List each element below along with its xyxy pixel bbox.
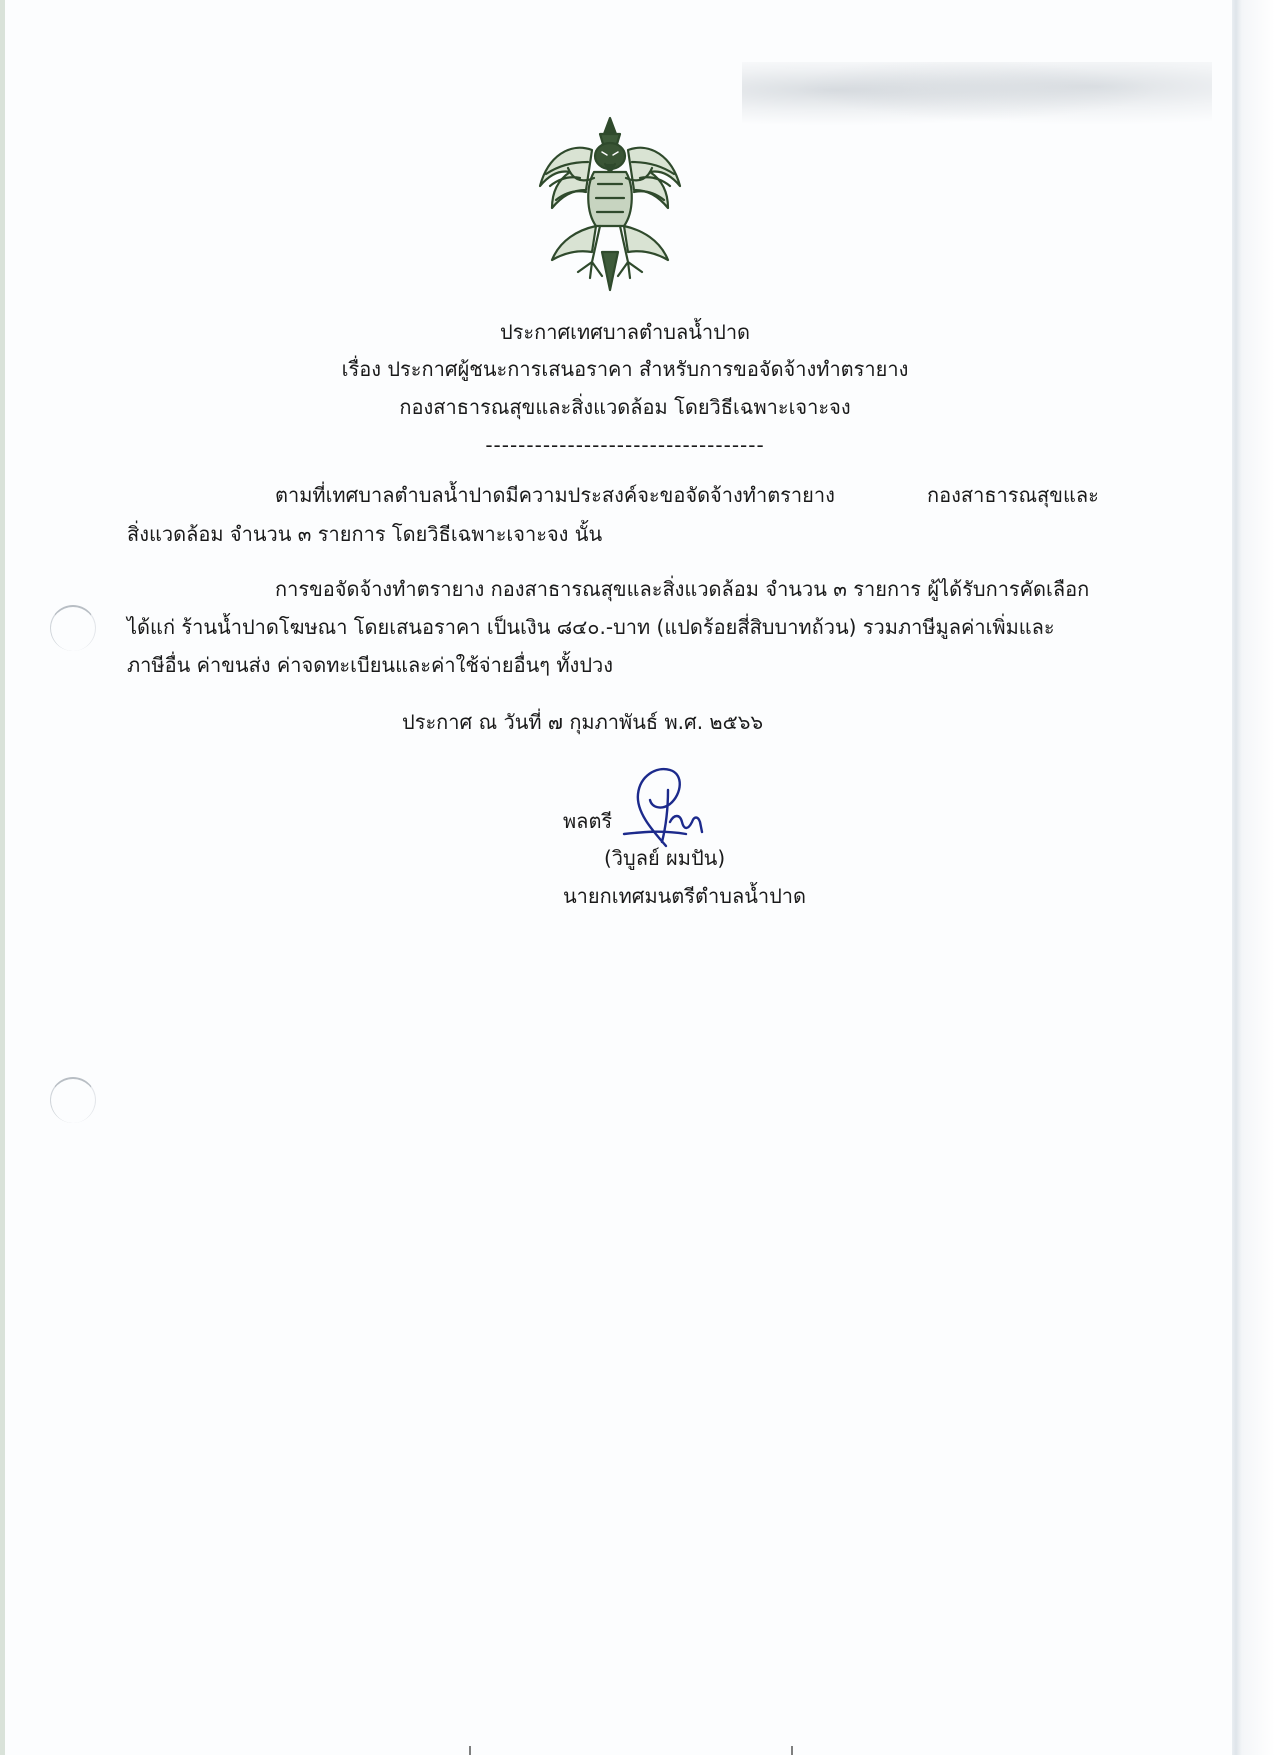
announcement-subject-line2: กองสาธารณสุขและสิ่งแวดล้อม โดยวิธีเฉพาะเจาะจง: [399, 395, 851, 419]
paragraph1-line1-part2: กองสาธารณสุขและ: [927, 483, 1099, 507]
handwritten-signature: [622, 760, 716, 848]
scan-right-edge: [1232, 0, 1275, 1755]
signer-rank: พลตรี: [563, 809, 613, 833]
paragraph2-line3: ภาษีอื่น ค่าขนส่ง ค่าจดทะเบียนและค่าใช้จ่ายอื่นๆ ทั้งปวง: [127, 653, 614, 677]
announcement-date: ประกาศ ณ วันที่ ๗ กุมภาพันธ์ พ.ศ. ๒๕๖๖: [402, 710, 764, 734]
garuda-emblem-icon: [530, 112, 690, 294]
signer-name: (วิบูลย์ ผมปัน): [604, 846, 726, 870]
announcement-subject-line1: เรื่อง ประกาศผู้ชนะการเสนอราคา สำหรับการขอจัดจ้างทำตรายาง: [341, 357, 909, 381]
paragraph2-line2: ได้แก่ ร้านน้ำปาดโฆษณา โดยเสนอราคา เป็นเงิน ๘๔๐.-บาท (แปดร้อยสี่สิบบาทถ้วน) รวมภาษีมูลค่าเพิ่มและ: [127, 615, 1055, 639]
punch-hole-upper: [50, 605, 96, 651]
signer-position: นายกเทศมนตรีตำบลน้ำปาด: [563, 884, 807, 908]
announcement-title: ประกาศเทศบาลตำบลน้ำปาด: [499, 320, 751, 344]
punch-hole-lower: [50, 1077, 96, 1123]
paragraph1-line1-part1: ตามที่เทศบาลตำบลน้ำปาดมีความประสงค์จะขอจัดจ้างทำตรายาง: [275, 483, 835, 507]
scan-bottom-marks: [0, 1746, 1275, 1755]
scan-smudge: [742, 62, 1212, 132]
paragraph1-line2: สิ่งแวดล้อม จำนวน ๓ รายการ โดยวิธีเฉพาะเจาะจง นั้น: [127, 522, 603, 546]
scan-left-edge: [0, 0, 5, 1755]
title-divider: ----------------------------------: [485, 433, 765, 457]
paragraph2-line1: การขอจัดจ้างทำตรายาง กองสาธารณสุขและสิ่งแวดล้อม จำนวน ๓ รายการ ผู้ได้รับการคัดเลือก: [275, 577, 1090, 601]
